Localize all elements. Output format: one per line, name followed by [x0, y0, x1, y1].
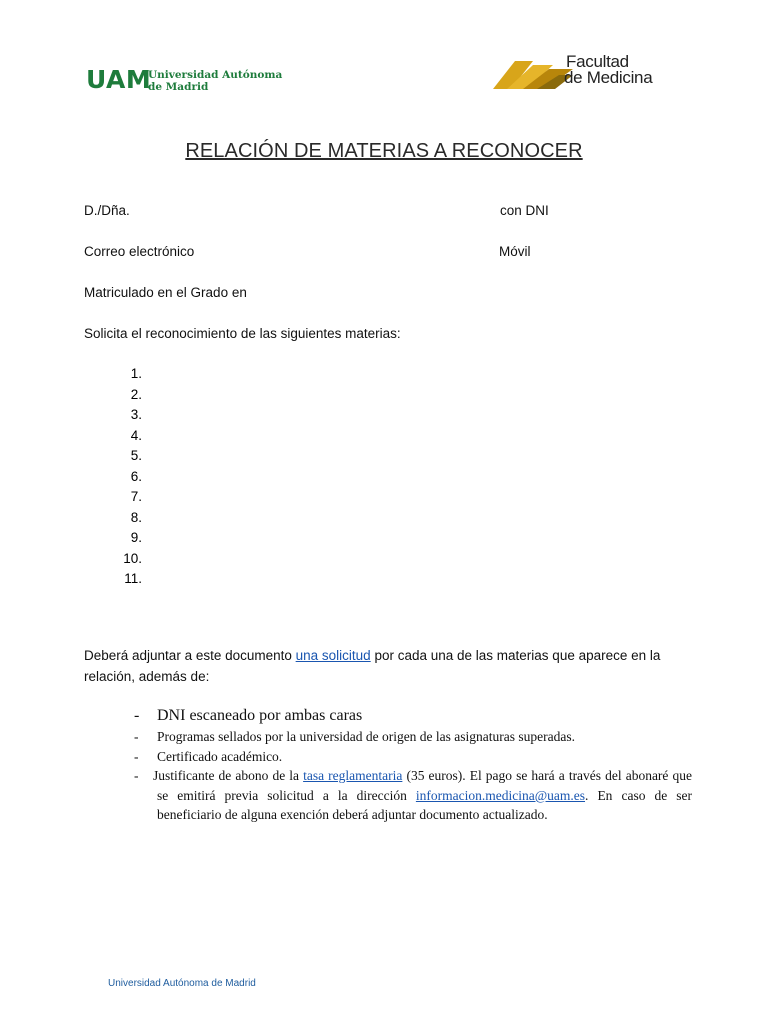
- list-number: 6.: [130, 468, 142, 484]
- uam-logo: [86, 66, 151, 94]
- solicitud-link[interactable]: una solicitud: [295, 648, 371, 663]
- requirement-item: [132, 727, 692, 747]
- attach-paragraph: [84, 645, 694, 687]
- subjects-list: [112, 364, 142, 590]
- requirement-payment-text: Justificante de abono de la: [153, 768, 304, 783]
- requirement-item: [132, 747, 692, 767]
- attach-text-after: por cada una de las materias que aparece en la relación, además de:: [84, 648, 661, 684]
- uam-name-line1: Universidad Autónoma: [148, 69, 283, 81]
- mobile-label: Móvil: [499, 244, 531, 259]
- email-label: Correo electrónico: [84, 244, 195, 259]
- list-number: 2.: [130, 386, 142, 402]
- requirement-item: [132, 705, 692, 727]
- list-number: 10.: [123, 550, 142, 566]
- attach-text-before: Deberá adjuntar a este documento: [84, 648, 296, 663]
- requirement-payment-text-2: (35 euros). El pago se hará a través del abonaré que se emitirá previa solicitud a la dirección: [157, 768, 692, 803]
- email-link[interactable]: informacion.medicina@uam.es: [415, 787, 586, 803]
- requirement-payment-text-3: . En caso de ser beneficiario de alguna exención deberá adjuntar documento actualizado.: [157, 787, 692, 822]
- list-number: 4.: [130, 427, 142, 443]
- requirement-dni: DNI escaneado por ambas caras: [157, 707, 363, 724]
- requirement-certificate: Certificado académico.: [157, 748, 283, 764]
- list-dash: -: [134, 707, 140, 724]
- list-number: 7.: [130, 489, 142, 504]
- list-number: 9.: [130, 530, 142, 545]
- footer-text: Universidad Autónoma de Madrid: [108, 978, 256, 989]
- requirement-item: [132, 766, 692, 825]
- page-title: RELACIÓN DE MATERIAS A RECONOCER: [185, 140, 583, 162]
- list-dash: -: [134, 748, 139, 764]
- uam-logo-text: UAM: [86, 65, 152, 94]
- faculty-name-line1: Facultad: [566, 52, 629, 71]
- list-dash: -: [134, 768, 139, 783]
- requirement-programs: Programas sellados por la universidad de origen de las asignaturas superadas.: [157, 729, 576, 744]
- faculty-name-line2: de Medicina: [564, 68, 653, 87]
- uam-name-line2: de Madrid: [148, 81, 209, 93]
- uam-name: [148, 69, 282, 93]
- request-text: Solicita el reconocimiento de las siguientes materias:: [84, 326, 401, 341]
- faculty-swoosh-icon: [493, 55, 573, 91]
- degree-label: Matriculado en el Grado en: [84, 285, 247, 300]
- list-number: 8.: [130, 509, 142, 525]
- list-number: 1.: [130, 366, 142, 381]
- list-dash: -: [134, 729, 139, 744]
- list-number: 11.: [124, 571, 142, 586]
- list-number: 5.: [130, 448, 142, 463]
- fee-link[interactable]: tasa reglamentaria: [303, 768, 403, 783]
- requirements-list: [132, 705, 692, 825]
- dni-label: con DNI: [500, 203, 549, 218]
- name-label: D./Dña.: [84, 203, 130, 218]
- faculty-name: [566, 54, 652, 86]
- list-number: 3.: [130, 407, 142, 422]
